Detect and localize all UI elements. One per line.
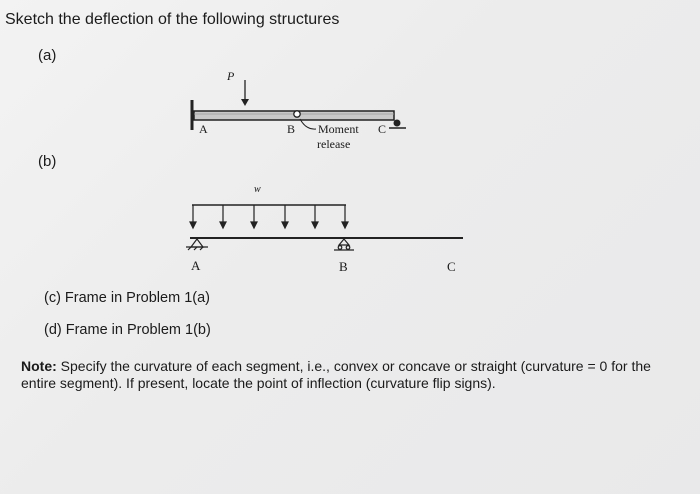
part-b-label: (b)	[38, 153, 57, 170]
distributed-load-arrows	[190, 205, 348, 228]
part-a-label: (a)	[38, 47, 57, 64]
point-label-c: C	[378, 122, 387, 136]
point-label-c-b: C	[447, 259, 456, 274]
moment-release-text-2: release	[317, 137, 351, 151]
point-label-b: B	[287, 122, 296, 136]
point-label-a: A	[199, 122, 208, 136]
pin-support-a	[186, 239, 208, 250]
moment-release-text-1: Moment	[318, 122, 359, 136]
item-d-text: (d) Frame in Problem 1(b)	[44, 322, 211, 338]
note-paragraph	[21, 358, 681, 392]
note-label: Note:	[21, 358, 57, 374]
item-c-text: (c) Frame in Problem 1(a)	[44, 290, 210, 306]
load-label-p: P	[227, 69, 235, 83]
point-label-b-b: B	[339, 259, 348, 274]
note-text: Specify the curvature of each segment, i.e., convex or concave or straight (curvature = 0 for the entire segment). If present, locate the point of inflection (curvature flip signs).	[21, 358, 651, 391]
point-label-a-b: A	[191, 258, 201, 273]
problem-heading: Sketch the deflection of the following structures	[5, 11, 340, 28]
load-label-w: w	[254, 184, 261, 195]
roller-support-b	[334, 239, 354, 250]
